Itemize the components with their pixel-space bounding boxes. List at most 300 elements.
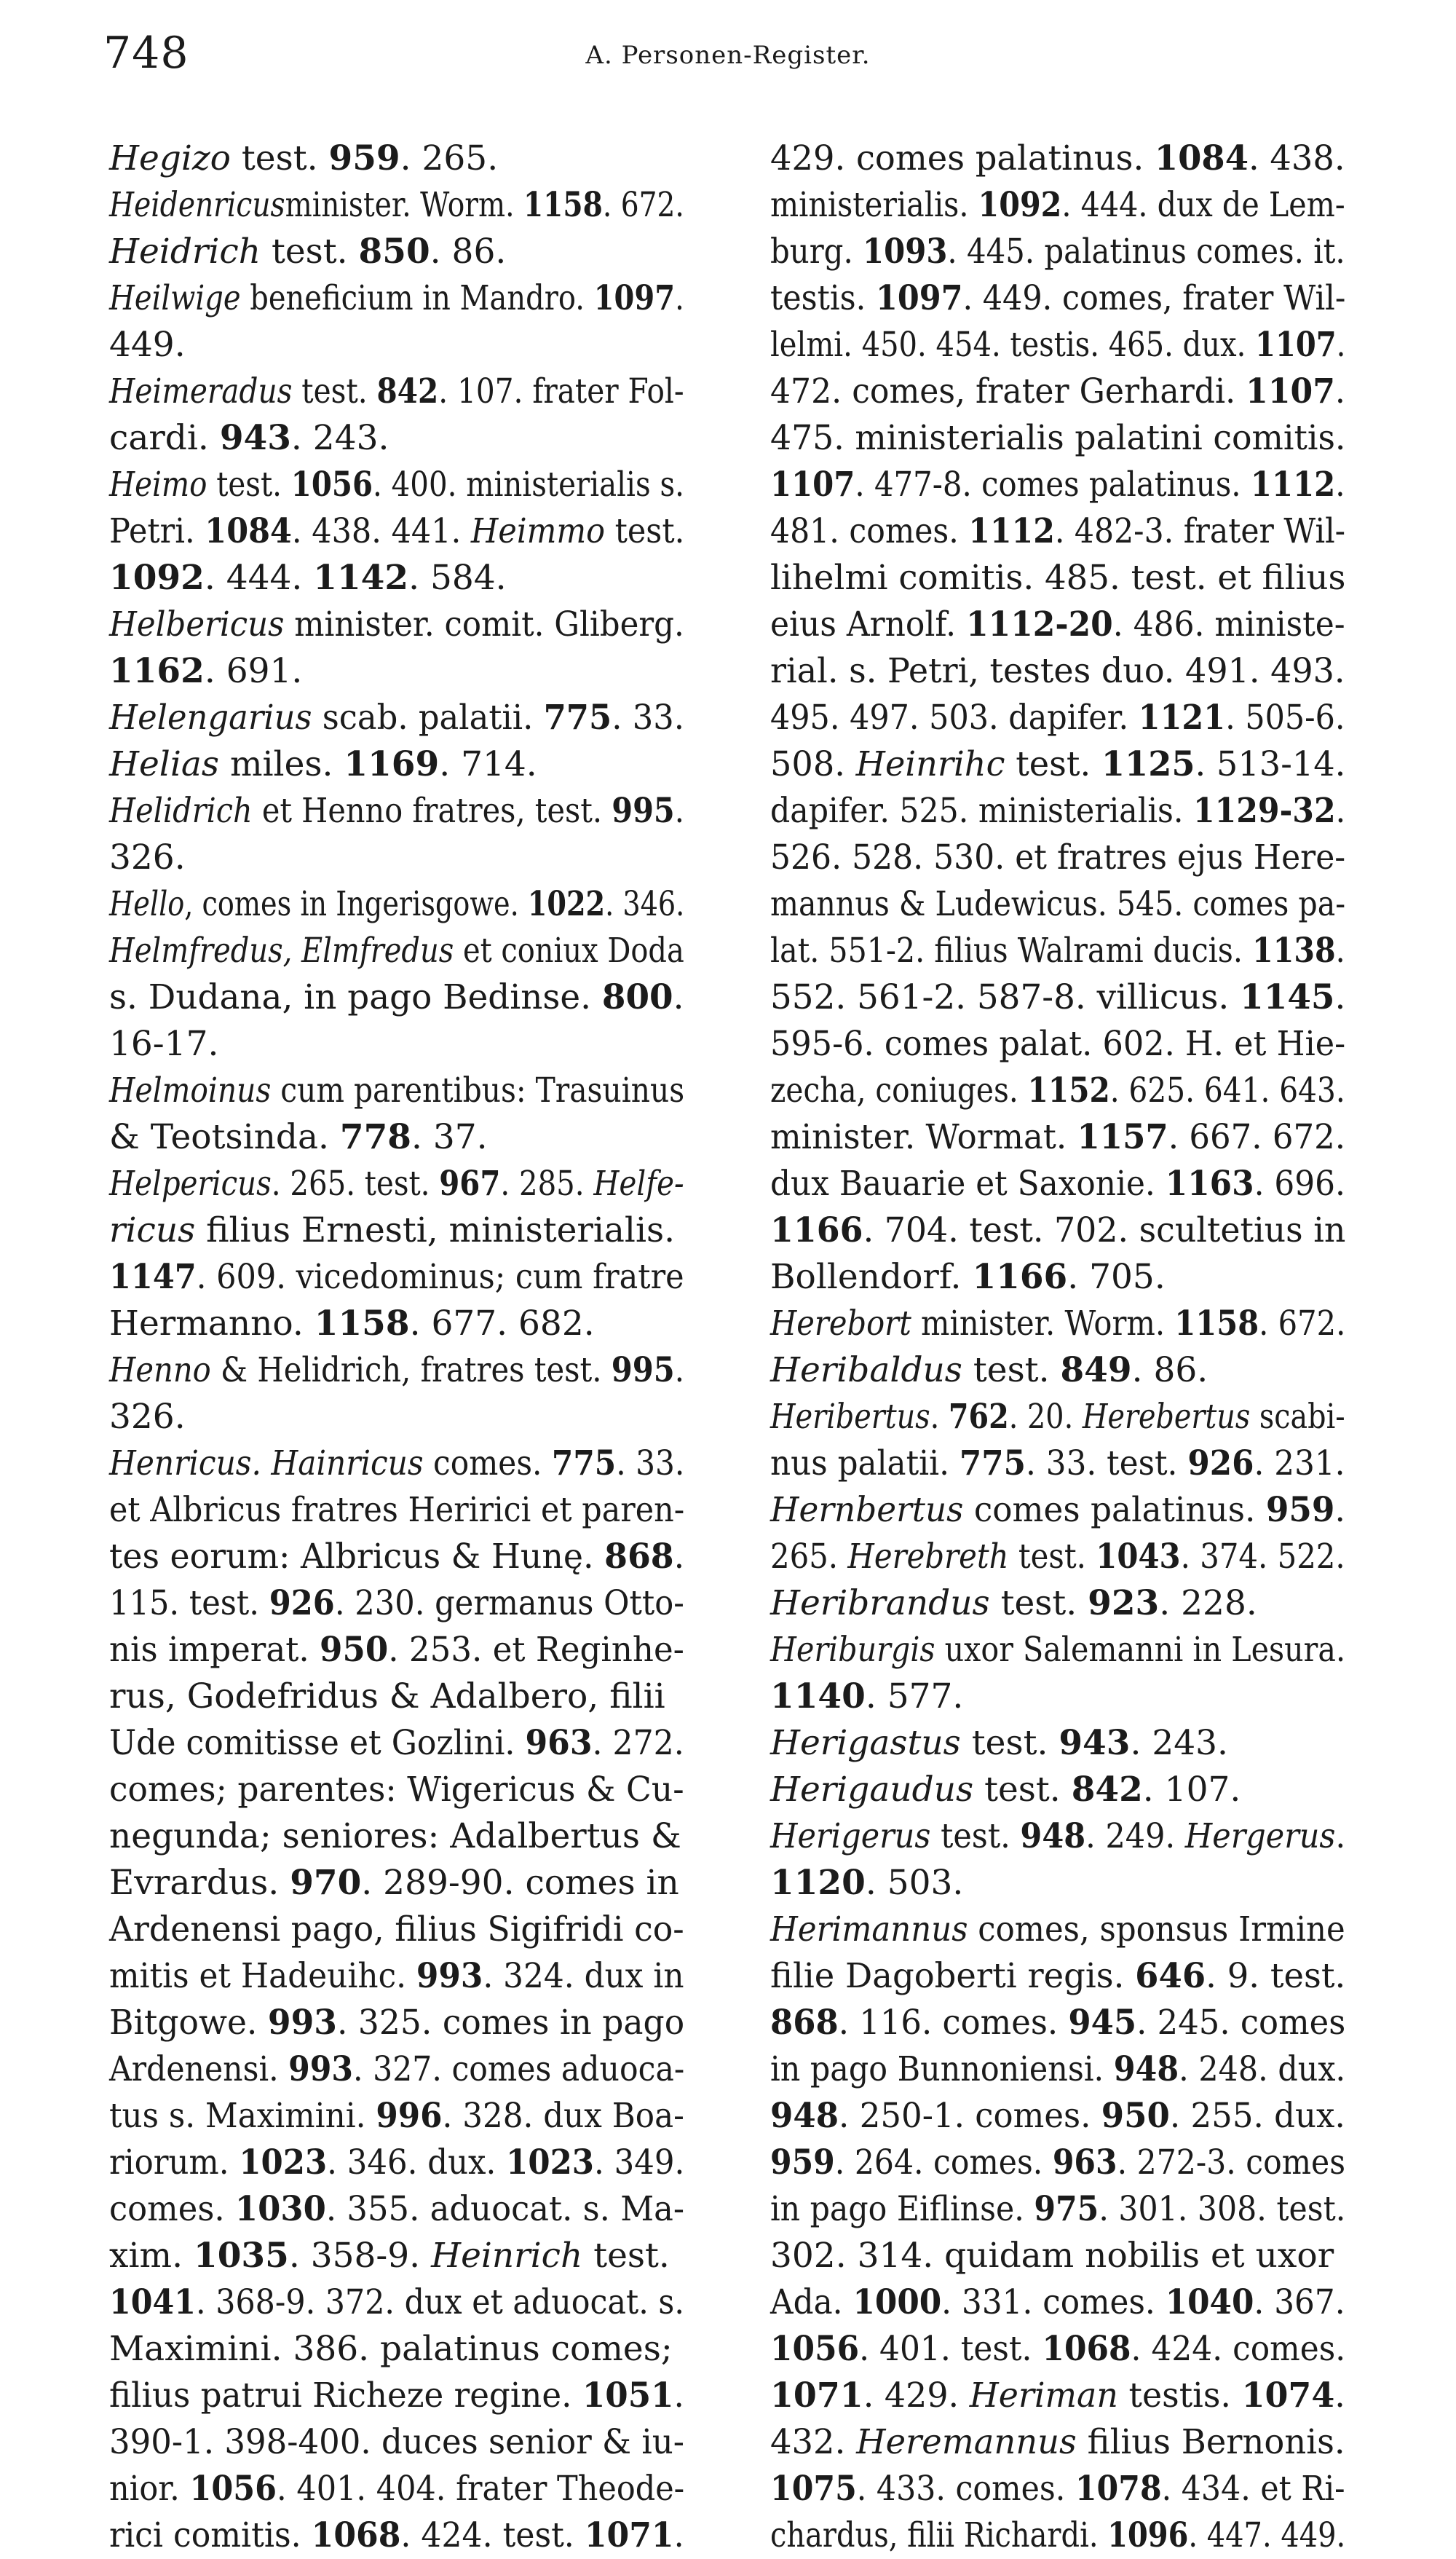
entry-text: . 107. xyxy=(1142,1770,1241,1810)
page-number: 748 xyxy=(103,28,189,79)
entry-name: Herimannus xyxy=(770,1909,968,1949)
entry-name: ricus xyxy=(109,1210,196,1250)
index-line xyxy=(109,415,684,462)
index-line xyxy=(109,1580,684,1627)
entry-text: . 447. 449. xyxy=(1188,2515,1346,2555)
entry-text: chardus, filii Richardi. xyxy=(770,2515,1108,2555)
page-reference: 963 xyxy=(525,1723,593,1763)
page-reference: 1056 xyxy=(189,2469,277,2509)
entry-name: Helidrich xyxy=(109,791,253,831)
index-line xyxy=(770,1673,1345,1720)
entry-text: . 714. xyxy=(439,744,537,784)
entry-text: in pago Eiflinse. xyxy=(770,2189,1034,2229)
entry-text: test. xyxy=(960,1723,1059,1763)
entry-text: . 265. test. xyxy=(271,1164,440,1204)
page-reference: 800 xyxy=(601,977,673,1017)
entry-text: beneficium in Mandro. xyxy=(240,278,594,318)
index-line xyxy=(109,2233,684,2279)
entry-text: . 609. vicedominus; cum fratre xyxy=(196,1257,684,1297)
entry-text: . 346. xyxy=(605,884,685,924)
entry-text: rici comitis. xyxy=(109,2515,312,2555)
page-reference: 1158 xyxy=(1174,1304,1259,1344)
entry-text: . 86. xyxy=(1131,1350,1208,1390)
index-line xyxy=(109,275,684,322)
index-line xyxy=(109,1440,684,1487)
entry-name: Heidenricus xyxy=(109,185,285,225)
index-line xyxy=(770,2279,1345,2326)
entry-text: test. xyxy=(989,1583,1088,1623)
index-line xyxy=(770,229,1345,275)
entry-name: Helengarius xyxy=(109,698,312,738)
index-line xyxy=(770,1021,1345,1068)
entry-text: et Henno fratres, test. xyxy=(252,791,612,831)
page-reference: 1125 xyxy=(1101,744,1195,784)
page-reference: 967 xyxy=(439,1164,501,1204)
index-line xyxy=(109,741,684,788)
entry-text: Hermanno. xyxy=(109,1304,314,1344)
entry-text: . 434. et Ri- xyxy=(1161,2469,1345,2509)
page-reference: 959 xyxy=(1265,1490,1335,1530)
entry-text: 326. xyxy=(109,1397,186,1437)
entry-text: 475. ministerialis palatini comitis. xyxy=(770,418,1346,458)
page-reference: 948 xyxy=(1020,1816,1086,1856)
page-reference: 995 xyxy=(612,791,675,831)
entry-text: eius Arnolf. xyxy=(770,604,967,644)
page-reference: 1142 xyxy=(313,558,409,598)
entry-text: test. xyxy=(1005,744,1101,784)
entry-name: Heribaldus xyxy=(770,1350,962,1390)
index-line xyxy=(109,1813,684,1860)
entry-text: . 401. test. xyxy=(859,2329,1042,2369)
entry-text: Bitgowe. xyxy=(109,2003,268,2043)
page-reference: 1166 xyxy=(972,1257,1068,1297)
entry-text: 595-6. comes palat. 602. H. et Hie- xyxy=(770,1024,1346,1064)
index-line xyxy=(770,2140,1345,2186)
entry-text: xim. xyxy=(109,2236,194,2276)
index-line xyxy=(109,1720,684,1767)
entry-text: . xyxy=(1334,371,1345,411)
entry-name: Helpericus xyxy=(109,1164,272,1204)
page-reference: 1112 xyxy=(1250,465,1336,505)
entry-text: . 20. xyxy=(1008,1397,1083,1437)
index-line xyxy=(770,695,1345,741)
entry-text: 472. comes, frater Gerhardi. xyxy=(770,371,1246,411)
entry-text: . xyxy=(1334,2375,1345,2416)
entry-text: mannus & Ludewicus. 545. comes pa- xyxy=(770,884,1346,924)
index-line xyxy=(770,1720,1345,1767)
index-line xyxy=(770,1440,1345,1487)
index-line xyxy=(109,788,684,835)
entry-text: 495. 497. 503. dapifer. xyxy=(770,698,1139,738)
index-line xyxy=(109,462,684,508)
entry-text: 449. xyxy=(109,325,186,365)
running-head: A. Personen-Register. xyxy=(585,41,871,70)
entry-text: . 444. xyxy=(204,558,314,598)
page-reference: 1145 xyxy=(1240,977,1335,1017)
index-line xyxy=(770,368,1345,415)
index-line xyxy=(770,602,1345,648)
page-reference: 1056 xyxy=(770,2329,860,2369)
entry-text: filius patrui Richeze regine. xyxy=(109,2375,582,2416)
entry-text: Ardenensi. xyxy=(109,2049,289,2089)
entry-text: . xyxy=(673,1537,685,1577)
entry-text: 526. 528. 530. et fratres ejus Here- xyxy=(770,837,1346,878)
entry-text: . 445. palatinus comes. it. xyxy=(947,232,1345,272)
entry-text: . 285. xyxy=(500,1164,594,1204)
page-reference: 1107 xyxy=(770,465,855,505)
entry-text: lat. 551-2. filius Walrami ducis. xyxy=(770,931,1253,971)
index-line xyxy=(770,2466,1345,2512)
index-line xyxy=(109,2093,684,2140)
entry-text: . 253. et Reginhe- xyxy=(388,1630,684,1670)
page-reference: 1163 xyxy=(1165,1164,1254,1204)
entry-text: Petri. xyxy=(109,511,205,551)
entry-text: . 272. xyxy=(592,1723,684,1763)
entry-text: nior. xyxy=(109,2469,190,2509)
entry-text: test. xyxy=(1008,1537,1096,1577)
page-reference: 1121 xyxy=(1138,698,1226,738)
index-line xyxy=(109,1907,684,1953)
page-reference: 1035 xyxy=(194,2236,289,2276)
index-line xyxy=(109,2046,684,2093)
entry-text: . 424. comes. xyxy=(1131,2329,1346,2369)
entry-name: Helmfredus, Elmfredus xyxy=(109,931,454,971)
page-reference: 950 xyxy=(320,1630,389,1670)
entry-text: . 438. xyxy=(1248,138,1345,178)
entry-text: Evrardus. xyxy=(109,1863,290,1903)
entry-text: zecha, coniuges. xyxy=(770,1070,1028,1111)
entry-text: Maximini. 386. palatinus comes; xyxy=(109,2329,673,2369)
index-line xyxy=(770,1161,1345,1207)
entry-text: . 677. 682. xyxy=(409,1304,595,1344)
index-line xyxy=(770,508,1345,555)
entry-text: . 672. xyxy=(602,185,684,225)
index-line xyxy=(770,2046,1345,2093)
entry-text: . 486. ministe- xyxy=(1112,604,1345,644)
page-reference: 1068 xyxy=(1042,2329,1131,2369)
entry-name: Herigastus xyxy=(770,1723,961,1763)
entry-text: . 33. test. xyxy=(1026,1443,1188,1483)
index-line xyxy=(109,695,684,741)
index-line xyxy=(109,1534,684,1580)
page-reference: 775 xyxy=(959,1443,1026,1483)
entry-text: . 368-9. 372. dux et aduocat. s. xyxy=(196,2282,684,2322)
index-line xyxy=(770,1767,1345,1813)
index-line xyxy=(770,1907,1345,1953)
entry-text: test. xyxy=(292,371,377,411)
page-reference: 1041 xyxy=(109,2282,197,2322)
entry-text: . xyxy=(1334,977,1346,1017)
page-reference: 950 xyxy=(1101,2096,1170,2136)
entry-text: comes; parentes: Wigericus & Cu- xyxy=(109,1770,684,1810)
page-reference: 1092 xyxy=(978,185,1062,225)
index-line xyxy=(109,928,684,974)
index-line xyxy=(770,322,1345,368)
page-reference: 646 xyxy=(1135,1956,1206,1996)
entry-text: testis. xyxy=(1117,2375,1242,2416)
page-reference: 775 xyxy=(551,1443,617,1483)
index-line xyxy=(770,1254,1345,1301)
entry-text: . xyxy=(1335,931,1345,971)
entry-text: . 482-3. frater Wil- xyxy=(1054,511,1346,551)
page-reference: 1107 xyxy=(1246,371,1335,411)
page-reference: 1152 xyxy=(1027,1070,1110,1111)
page-header xyxy=(0,25,1456,83)
entry-text: ministerialis. xyxy=(770,185,978,225)
entry-text: & Teotsinda. xyxy=(109,1117,340,1157)
entry-text: comes, sponsus Irmine xyxy=(968,1909,1345,1949)
index-line xyxy=(109,1021,684,1068)
entry-name: Helias xyxy=(109,744,220,784)
page-reference: 943 xyxy=(1059,1723,1131,1763)
page-reference: 1023 xyxy=(239,2142,328,2183)
entry-text: . xyxy=(674,1350,685,1390)
entry-text: test. xyxy=(261,232,359,272)
entry-text: . 438. 441. xyxy=(291,511,471,551)
entry-text: 432. xyxy=(770,2422,857,2462)
page-reference: 868 xyxy=(770,2003,839,2043)
page-reference: 1075 xyxy=(770,2469,857,2509)
entry-text: comes. xyxy=(423,1443,552,1483)
page-reference: 1169 xyxy=(344,744,440,784)
index-line xyxy=(109,1347,684,1394)
entry-text: . 355. aduocat. s. Ma- xyxy=(325,2189,685,2229)
page-reference: 868 xyxy=(604,1537,674,1577)
entry-text: . 228. xyxy=(1159,1583,1257,1623)
page-reference: 1107 xyxy=(1255,325,1337,365)
entry-text: . xyxy=(930,1397,949,1437)
entry-text: comes. xyxy=(109,2189,235,2229)
entry-name: Heimmo xyxy=(470,511,605,551)
page-reference: 1162 xyxy=(109,651,205,691)
entry-text: lelmi. 450. 454. testis. 465. dux. xyxy=(770,325,1256,365)
entry-text: . 230. germanus Otto- xyxy=(334,1583,684,1623)
index-line xyxy=(770,835,1345,881)
entry-text: . 243. xyxy=(290,418,389,458)
index-line xyxy=(770,881,1345,928)
page-reference: 1074 xyxy=(1241,2375,1335,2416)
entry-text: . 231. xyxy=(1254,1443,1345,1483)
page-reference: 1097 xyxy=(875,278,963,318)
entry-text: Ardenensi pago, filius Sigifridi co- xyxy=(109,1909,684,1949)
entry-text: . xyxy=(673,2375,684,2416)
index-line xyxy=(109,2419,684,2466)
entry-name: Heidrich xyxy=(109,232,261,272)
entry-name: Hernbertus xyxy=(770,1490,964,1530)
page-reference: 1158 xyxy=(314,1304,410,1344)
page-reference: 1097 xyxy=(593,278,676,318)
index-line xyxy=(109,368,684,415)
index-column-left xyxy=(109,135,685,2555)
entry-text: . 584. xyxy=(408,558,507,598)
entry-text: comes palatinus. xyxy=(963,1490,1266,1530)
index-line xyxy=(109,2140,684,2186)
entry-text: dux Bauarie et Saxonie. xyxy=(770,1164,1166,1204)
entry-name: Herebort xyxy=(770,1304,911,1344)
index-line xyxy=(109,1860,684,1907)
entry-text: testis. xyxy=(770,278,876,318)
page-reference: 1056 xyxy=(290,465,373,505)
entry-name: Henno xyxy=(109,1350,211,1390)
page-reference: 943 xyxy=(219,418,291,458)
index-line xyxy=(770,1627,1345,1673)
entry-text: 390-1. 398-400. duces senior & iu- xyxy=(109,2422,685,2462)
index-line xyxy=(770,1534,1345,1580)
entry-text: . 264. comes. xyxy=(834,2142,1053,2183)
page-reference: 926 xyxy=(269,1583,335,1623)
entry-text: Ude comitisse et Gozlini. xyxy=(109,1723,526,1763)
entry-text: . 705. xyxy=(1067,1257,1166,1297)
entry-text: 16-17. xyxy=(109,1024,219,1064)
page-reference: 1084 xyxy=(205,511,292,551)
entry-text: . xyxy=(1335,791,1346,831)
page-reference: 993 xyxy=(416,1956,483,1996)
index-line xyxy=(109,508,684,555)
entry-name: Hergerus xyxy=(1184,1816,1336,1856)
entry-name: Helmoinus xyxy=(109,1070,272,1111)
index-line xyxy=(770,788,1345,835)
index-line xyxy=(770,555,1345,602)
entry-text: . 400. ministerialis s. xyxy=(373,465,684,505)
entry-text: 326. xyxy=(109,837,186,878)
entry-text: test. xyxy=(962,1350,1061,1390)
index-line xyxy=(109,602,684,648)
entry-text: . 248. dux. xyxy=(1179,2049,1346,2089)
page-reference: 959 xyxy=(770,2142,835,2183)
index-line xyxy=(770,648,1345,695)
entry-text: Bollendorf. xyxy=(770,1257,973,1297)
page-reference: 1147 xyxy=(109,1257,197,1297)
index-line xyxy=(770,1068,1345,1114)
entry-text: . 513-14. xyxy=(1195,744,1346,784)
page-reference: 1129-32 xyxy=(1192,791,1336,831)
entry-text: nis imperat. xyxy=(109,1630,320,1670)
entry-text: . xyxy=(1335,1816,1346,1856)
page-reference: 1112-20 xyxy=(966,604,1113,644)
index-line xyxy=(109,1161,684,1207)
entry-text: scabi- xyxy=(1250,1397,1345,1437)
page-reference: 1023 xyxy=(506,2142,595,2183)
index-line xyxy=(770,182,1345,229)
entry-text: . 349. xyxy=(594,2142,685,2183)
index-line xyxy=(109,322,684,368)
entry-text: . 249. xyxy=(1085,1816,1185,1856)
index-line xyxy=(109,1114,684,1161)
entry-text: . 696. xyxy=(1254,1164,1345,1204)
entry-text: . 327. comes aduoca- xyxy=(353,2049,685,2089)
page-reference: 849 xyxy=(1060,1350,1132,1390)
entry-name: Herebreth xyxy=(847,1537,1009,1577)
page-reference: 993 xyxy=(288,2049,354,2089)
entry-name: Herebertus xyxy=(1082,1397,1251,1437)
entry-text: . 325. comes in pago xyxy=(336,2003,685,2043)
page-reference: 923 xyxy=(1088,1583,1160,1623)
entry-text: in pago Bunnoniensi. xyxy=(770,2049,1114,2089)
page-reference: 1084 xyxy=(1154,138,1249,178)
entry-text: . 107. frater Fol- xyxy=(438,371,684,411)
entry-text: . 331. comes. xyxy=(941,2282,1166,2322)
entry-text: dapifer. 525. ministerialis. xyxy=(770,791,1193,831)
entry-text: . xyxy=(1334,1490,1345,1530)
entry-text: filie Dagoberti regis. xyxy=(770,1956,1136,1996)
entry-text: , comes in Ingerisgowe. xyxy=(184,884,528,924)
index-line xyxy=(109,1487,684,1534)
entry-text: nus palatii. xyxy=(770,1443,960,1483)
page-reference: 1138 xyxy=(1252,931,1336,971)
page-reference: 1051 xyxy=(582,2375,674,2416)
entry-text: . 667. 672. xyxy=(1168,1117,1346,1157)
entry-text: . 243. xyxy=(1130,1723,1228,1763)
entry-text: . 9. test. xyxy=(1206,1956,1346,1996)
entry-text: test. xyxy=(582,2236,670,2276)
entry-text: . xyxy=(673,2515,684,2555)
index-line xyxy=(109,1254,684,1301)
entry-name: Heremannus xyxy=(856,2422,1077,2462)
entry-text: filius Ernesti, ministerialis. xyxy=(195,1210,676,1250)
index-line xyxy=(770,2186,1345,2233)
entry-name: Heimo xyxy=(109,465,207,505)
index-line xyxy=(109,2326,684,2373)
entry-text: test. xyxy=(604,511,685,551)
entry-text: et coniux Doda xyxy=(454,931,684,971)
entry-text: . 358-9. xyxy=(288,2236,432,2276)
index-line xyxy=(770,275,1345,322)
entry-text: minister. comit. Gliberg. xyxy=(284,604,684,644)
entry-text: . 429. xyxy=(863,2375,970,2416)
entry-text: . 250-1. comes. xyxy=(839,2096,1101,2136)
entry-text: . 245. comes xyxy=(1136,2003,1346,2043)
index-line xyxy=(109,1767,684,1813)
index-line xyxy=(770,974,1345,1021)
page-reference: 995 xyxy=(611,1350,675,1390)
entry-text: Ada. xyxy=(770,2282,853,2322)
entry-name: Henricus. Hainricus xyxy=(109,1443,424,1483)
page-reference: 993 xyxy=(267,2003,337,2043)
entry-text: . 704. test. 702. scultetius in xyxy=(863,1210,1346,1250)
entry-text: minister. Wormat. xyxy=(770,1117,1077,1157)
page-reference: 1120 xyxy=(770,1863,866,1903)
page-reference: 1093 xyxy=(863,232,948,272)
entry-text: cardi. xyxy=(109,418,220,458)
index-line xyxy=(770,2326,1345,2373)
page-reference: 1030 xyxy=(234,2189,326,2229)
entry-name: Heimeradus xyxy=(109,371,293,411)
index-column-right xyxy=(770,135,1346,2555)
entry-text: . 265. xyxy=(400,138,499,178)
page-reference: 945 xyxy=(1068,2003,1137,2043)
index-line xyxy=(109,648,684,695)
page-reference: 1000 xyxy=(852,2282,942,2322)
entry-text: miles. xyxy=(219,744,344,784)
entry-text: . 691. xyxy=(204,651,303,691)
entry-text: . 374. 522. xyxy=(1180,1537,1345,1577)
entry-text: scab. palatii. xyxy=(312,698,544,738)
index-line xyxy=(109,1301,684,1347)
index-line xyxy=(770,1487,1345,1534)
index-line xyxy=(770,2000,1345,2046)
page-reference: 948 xyxy=(1113,2049,1179,2089)
page-reference: 1096 xyxy=(1107,2515,1189,2555)
entry-text: . 86. xyxy=(430,232,507,272)
index-line xyxy=(109,2466,684,2512)
index-line xyxy=(770,1347,1345,1394)
entry-text: filius Bernonis. xyxy=(1076,2422,1345,2462)
entry-text: . xyxy=(674,791,684,831)
entry-text: test. xyxy=(207,465,291,505)
entry-text: . 625. 641. 643. xyxy=(1109,1070,1345,1111)
entry-text: riorum. xyxy=(109,2142,240,2183)
entry-text: negunda; seniores: Adalbertus & xyxy=(109,1816,681,1856)
